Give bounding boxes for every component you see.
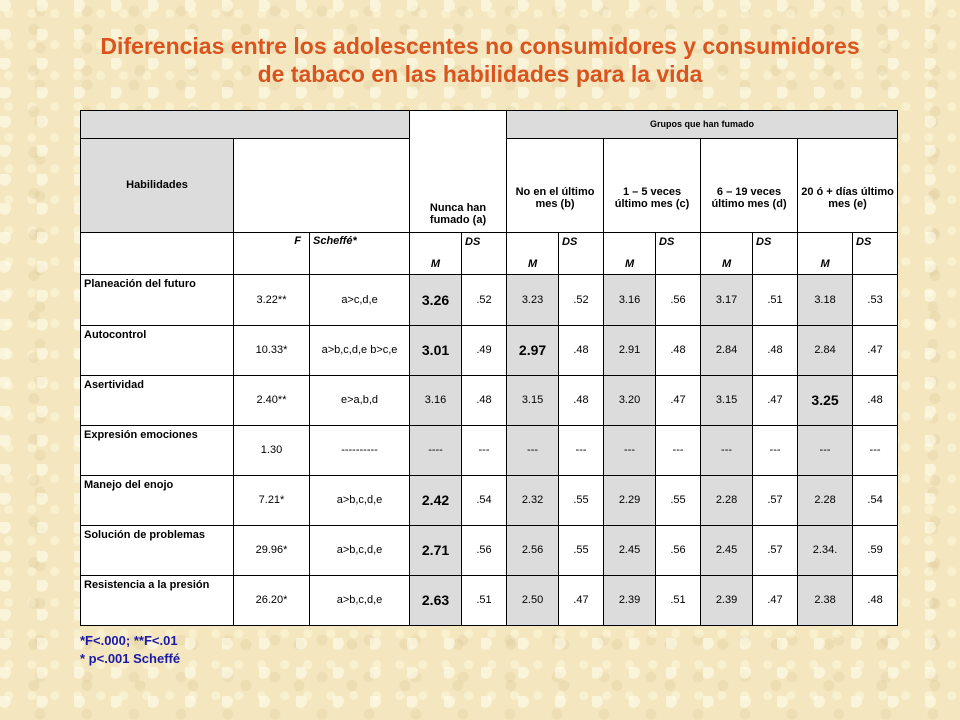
page-title [0, 32, 960, 88]
row-f-value: 1.30 [234, 425, 310, 475]
row-skill-label: Manejo del enojo [81, 475, 234, 525]
subheader-d-m: M [701, 232, 753, 275]
row-d-ds: .48 [753, 325, 798, 375]
row-c-ds: .56 [656, 525, 701, 575]
row-e-ds: .53 [853, 275, 898, 325]
row-c-ds: .55 [656, 475, 701, 525]
row-f-value: 10.33* [234, 325, 310, 375]
row-b-ds: .48 [559, 325, 604, 375]
row-c-m: 2.45 [604, 525, 656, 575]
row-e-m: --- [798, 425, 853, 475]
row-b-ds: .55 [559, 525, 604, 575]
subheader-e-m: M [798, 232, 853, 275]
header-no-en-el-ultimo-mes: No en el último mes (b) [507, 138, 604, 232]
row-skill-label: Resistencia a la presión [81, 575, 234, 625]
row-e-m: 2.38 [798, 575, 853, 625]
row-f-value: 3.22** [234, 275, 310, 325]
title-line-1: Diferencias entre los adolescentes no consumidores y consumidores [100, 33, 860, 59]
table-row [81, 375, 898, 425]
row-d-ds: --- [753, 425, 798, 475]
row-e-m: 2.28 [798, 475, 853, 525]
row-d-m: --- [701, 425, 753, 475]
row-scheffe-value: a>b,c,d,e [310, 475, 410, 525]
row-c-m: 2.91 [604, 325, 656, 375]
subheader-e-ds: DS [853, 232, 898, 275]
row-e-m: 2.84 [798, 325, 853, 375]
row-a-ds: .49 [462, 325, 507, 375]
row-d-m: 2.84 [701, 325, 753, 375]
row-a-ds: .48 [462, 375, 507, 425]
subheader-c-m: M [604, 232, 656, 275]
row-c-m: 3.16 [604, 275, 656, 325]
row-f-value: 7.21* [234, 475, 310, 525]
row-a-m: 2.63 [410, 575, 462, 625]
row-b-m: 3.23 [507, 275, 559, 325]
row-a-ds: .51 [462, 575, 507, 625]
row-d-ds: .51 [753, 275, 798, 325]
row-c-m: --- [604, 425, 656, 475]
row-b-m: 2.97 [507, 325, 559, 375]
row-d-m: 3.17 [701, 275, 753, 325]
row-c-ds: --- [656, 425, 701, 475]
row-d-ds: .47 [753, 575, 798, 625]
row-skill-label: Planeación del futuro [81, 275, 234, 325]
subheader-a-ds: DS [462, 232, 507, 275]
row-a-ds: .56 [462, 525, 507, 575]
habilidades-table [80, 110, 898, 626]
row-skill-label: Autocontrol [81, 325, 234, 375]
row-a-m: ---- [410, 425, 462, 475]
row-e-ds: .48 [853, 375, 898, 425]
row-f-value: 29.96* [234, 525, 310, 575]
footnotes [80, 632, 180, 668]
subheader-blank [81, 232, 234, 275]
row-c-m: 3.20 [604, 375, 656, 425]
row-d-m: 2.39 [701, 575, 753, 625]
table-row [81, 525, 898, 575]
row-a-m: 3.01 [410, 325, 462, 375]
table-row [81, 275, 898, 325]
header-habilidades: Habilidades [81, 138, 234, 232]
row-e-ds: .59 [853, 525, 898, 575]
row-b-ds: --- [559, 425, 604, 475]
row-a-m: 3.16 [410, 375, 462, 425]
row-b-ds: .47 [559, 575, 604, 625]
subheader-f: F [234, 232, 310, 275]
header-blank-stats [234, 138, 410, 232]
footnote-significance: *F<.000; **F<.01 [80, 633, 178, 648]
row-scheffe-value: a>b,c,d,e [310, 575, 410, 625]
row-c-ds: .48 [656, 325, 701, 375]
header-20-o-mas-dias: 20 ó + días último mes (e) [798, 138, 898, 232]
row-scheffe-value: a>b,c,d,e [310, 525, 410, 575]
row-scheffe-value: ---------- [310, 425, 410, 475]
row-c-ds: .51 [656, 575, 701, 625]
row-scheffe-value: e>a,b,d [310, 375, 410, 425]
row-b-ds: .55 [559, 475, 604, 525]
header-row-3 [81, 232, 898, 275]
row-d-ds: .57 [753, 475, 798, 525]
row-e-m: 2.34. [798, 525, 853, 575]
row-d-m: 2.28 [701, 475, 753, 525]
row-f-value: 2.40** [234, 375, 310, 425]
row-b-m: 2.56 [507, 525, 559, 575]
row-e-ds: .48 [853, 575, 898, 625]
table-row [81, 575, 898, 625]
row-skill-label: Asertividad [81, 375, 234, 425]
header-nunca-han-fumado: Nunca han fumado (a) [410, 111, 507, 233]
header-blank-cell [81, 111, 410, 139]
row-b-ds: .48 [559, 375, 604, 425]
row-a-ds: .52 [462, 275, 507, 325]
header-1-5-veces: 1 – 5 veces último mes (c) [604, 138, 701, 232]
subheader-c-ds: DS [656, 232, 701, 275]
subheader-a-m: M [410, 232, 462, 275]
row-e-ds: .47 [853, 325, 898, 375]
row-e-m: 3.25 [798, 375, 853, 425]
subheader-d-ds: DS [753, 232, 798, 275]
subheader-scheffe: Scheffé* [310, 232, 410, 275]
row-b-m: --- [507, 425, 559, 475]
row-b-ds: .52 [559, 275, 604, 325]
row-skill-label: Expresión emociones [81, 425, 234, 475]
header-grupos-que-han-fumado: Grupos que han fumado [507, 111, 898, 139]
row-c-ds: .47 [656, 375, 701, 425]
row-scheffe-value: a>c,d,e [310, 275, 410, 325]
row-c-m: 2.29 [604, 475, 656, 525]
row-b-m: 3.15 [507, 375, 559, 425]
table-row [81, 475, 898, 525]
row-d-ds: .47 [753, 375, 798, 425]
row-c-ds: .56 [656, 275, 701, 325]
row-a-ds: .54 [462, 475, 507, 525]
row-f-value: 26.20* [234, 575, 310, 625]
row-e-m: 3.18 [798, 275, 853, 325]
row-d-ds: .57 [753, 525, 798, 575]
row-skill-label: Solución de problemas [81, 525, 234, 575]
table-row [81, 325, 898, 375]
footnote-scheffe: * p<.001 Scheffé [80, 651, 181, 666]
row-a-m: 2.42 [410, 475, 462, 525]
row-a-m: 2.71 [410, 525, 462, 575]
table-row [81, 425, 898, 475]
subheader-b-ds: DS [559, 232, 604, 275]
row-b-m: 2.50 [507, 575, 559, 625]
row-c-m: 2.39 [604, 575, 656, 625]
row-scheffe-value: a>b,c,d,e b>c,e [310, 325, 410, 375]
subheader-b-m: M [507, 232, 559, 275]
row-d-m: 2.45 [701, 525, 753, 575]
row-e-ds: .54 [853, 475, 898, 525]
header-6-19-veces: 6 – 19 veces último mes (d) [701, 138, 798, 232]
header-row-1 [81, 111, 898, 139]
row-d-m: 3.15 [701, 375, 753, 425]
row-a-m: 3.26 [410, 275, 462, 325]
row-a-ds: --- [462, 425, 507, 475]
title-line-2: de tabaco en las habilidades para la vida [257, 61, 703, 87]
row-b-m: 2.32 [507, 475, 559, 525]
row-e-ds: --- [853, 425, 898, 475]
